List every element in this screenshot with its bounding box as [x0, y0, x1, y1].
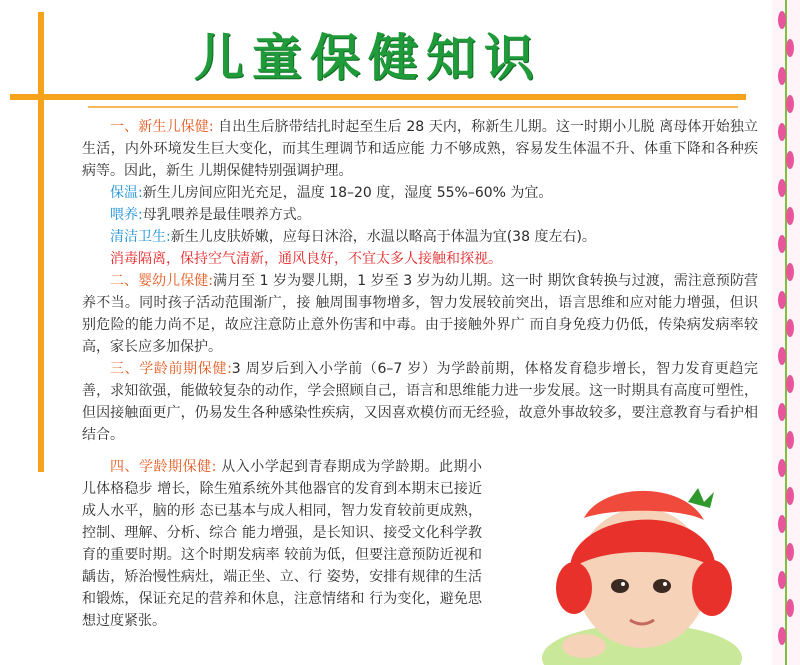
item-text: 母乳喂养是最佳喂养方式。: [142, 207, 311, 223]
item-feeding: [82, 204, 758, 226]
section-body: 从入小学起到青春期成为学龄期。此期小儿体格稳步 增长，除生殖系统外其他器官的发育到本期末已接近成人水平，脑的形 态已基本与成人相同，智力发育较前更成熟，控制、理解、分析、综合 能力增强，是长知识、接受文化科学教育的重要时期。这个时期发病率 较前为低，但要注意预防近视和龋齿，矫治慢性病灶，端正坐、立、行 姿势，安排有规律的生活和锻炼，保证充足的营养和休息，注意情绪和 行为变化，避免思想过度紧张。: [82, 459, 483, 629]
section-body: 满月至 1 岁为婴儿期，1 岁至 3 岁为幼儿期。这一时 期饮食转换与过渡，需注意预防营养不当。同时孩子活动范围渐广，接 触周围事物增多，智力发展较前突出，语言思维和应对能力增强，但识 别危险的能力尚不足，故应注意防止意外伤害和中毒。由于接触外界广 而自身免疫力仍低，传染病发病率较高，家长应多加保护。: [82, 273, 759, 355]
section-heading: 二、婴幼儿保健:: [110, 273, 213, 289]
right-border-decoration: [772, 0, 800, 665]
baby-illustration: [492, 478, 752, 665]
main-content: [82, 116, 758, 446]
section-school-block: [82, 456, 482, 632]
section-heading: 一、新生儿保健:: [110, 119, 214, 135]
item-text: 新生儿房间应阳光充足，温度 18–20 度，湿度 55%–60% 为宜。: [142, 185, 553, 201]
frame-underline: [88, 106, 738, 108]
section-heading: 四、学龄期保健:: [110, 459, 217, 475]
item-warmth: [82, 182, 758, 204]
frame-vertical-bar: [38, 12, 44, 472]
section-infant: [82, 270, 758, 358]
section-heading: 三、学龄前期保健:: [110, 361, 232, 377]
section-school: [82, 456, 482, 632]
item-label: 保温:: [110, 185, 143, 201]
section-body: 3 周岁后到入小学前（6–7 岁）为学龄前期，体格发育稳步增长，智力发育更趋完善，求知欲强，能做较复杂的动作，学会照顾自己，语言和思维能力进一步发展。这一时期具有高度可塑性，但因接触面更广，仍易发生各种感染性疾病，又因喜欢模仿而无经验，故意外事故较多，要注意教育与看护相结合。: [82, 361, 758, 443]
item-hygiene: [82, 226, 758, 248]
section-body: 自出生后脐带结扎时起至生后 28 天内，称新生儿期。这一时期小儿脱 离母体开始独立生活，内外环境发生巨大变化，而其生理调节和适应能 力不够成熟，容易发生体温不升、体重下降和各种疾病等。因此，新生 儿期保健特别强调护理。: [82, 119, 758, 179]
poster-title: 儿童保健知识: [194, 29, 542, 87]
frame-horizontal-bar: [10, 94, 746, 100]
item-label: 喂养:: [110, 207, 143, 223]
item-label: 清洁卫生:: [110, 229, 171, 245]
item-isolation: 消毒隔离，保持空气清新，通风良好，不宜太多人接触和探视。: [110, 251, 502, 267]
item-text: 新生儿皮肤娇嫩，应每日沐浴，水温以略高于体温为宜(38 度左右)。: [170, 229, 596, 245]
section-newborn: [82, 116, 758, 182]
section-preschool: [82, 358, 758, 446]
